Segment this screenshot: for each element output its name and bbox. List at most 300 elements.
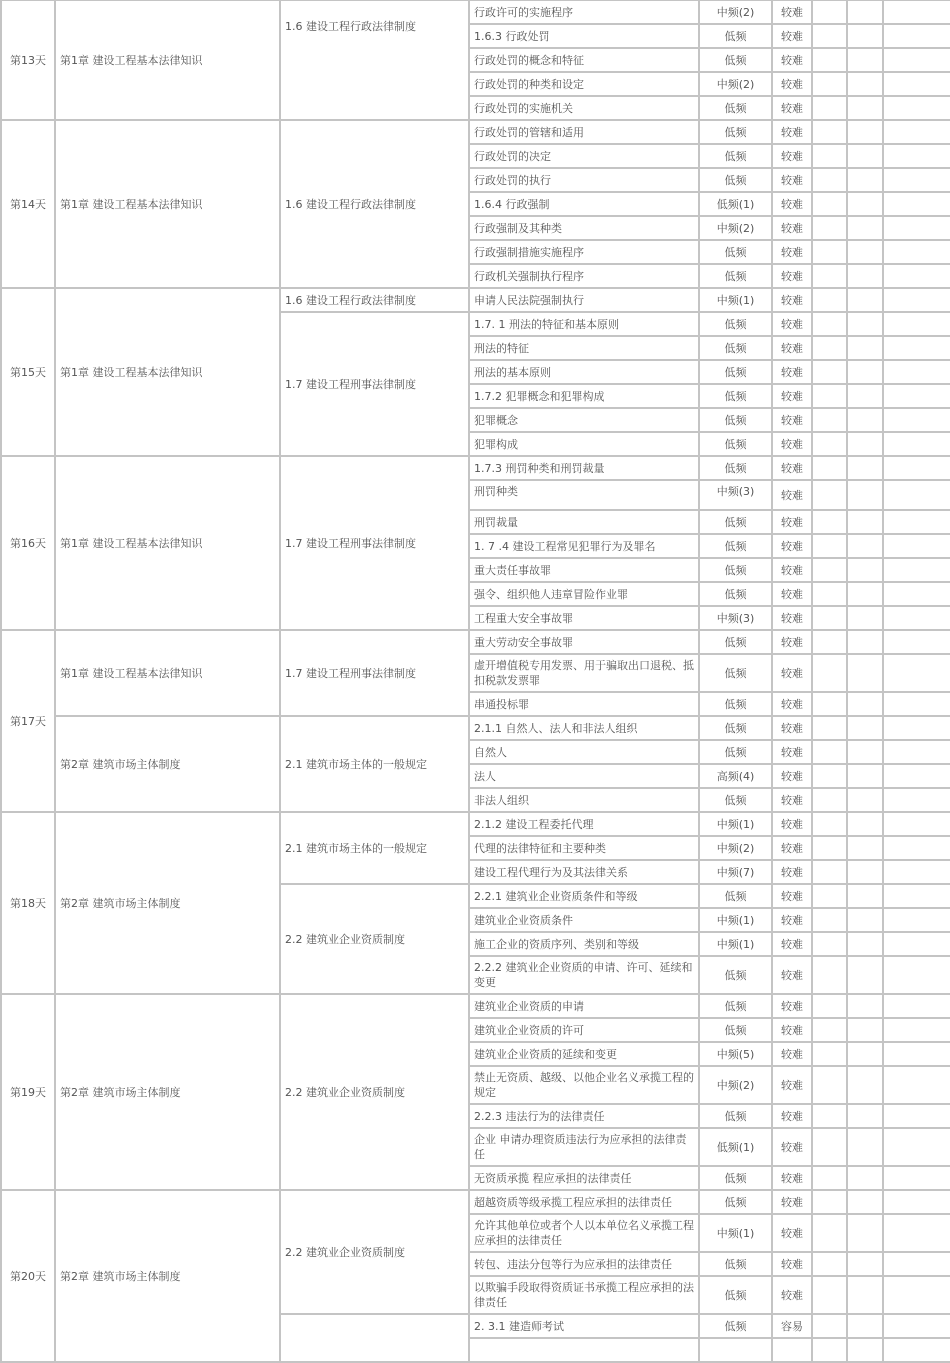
check-cell: [847, 1190, 883, 1214]
check-cell: [812, 836, 847, 860]
check-cell: [812, 1252, 847, 1276]
check-cell: [883, 1104, 950, 1128]
check-cell: [812, 96, 847, 120]
difficulty-cell: 较难: [772, 264, 812, 288]
table-body: [1, 0, 950, 1362]
frequency-cell: 中频(2): [699, 1066, 772, 1104]
frequency-cell: 中频(2): [699, 72, 772, 96]
check-cell: [847, 558, 883, 582]
topic-cell: 行政处罚的实施机关: [469, 96, 699, 120]
frequency-cell: 低频(1): [699, 1128, 772, 1166]
frequency-cell: 低频: [699, 120, 772, 144]
difficulty-cell: 较难: [772, 360, 812, 384]
section-cell: 2.1 建筑市场主体的一般规定: [280, 812, 469, 884]
section-cell: [280, 1314, 469, 1362]
topic-cell: 行政许可的实施程序: [469, 0, 699, 24]
topic-cell: 行政处罚的概念和特征: [469, 48, 699, 72]
check-cell: [847, 72, 883, 96]
difficulty-cell: 较难: [772, 716, 812, 740]
check-cell: [847, 932, 883, 956]
topic-cell: 代理的法律特征和主要种类: [469, 836, 699, 860]
section-cell: 1.6 建设工程行政法律制度: [280, 120, 469, 288]
check-cell: [812, 288, 847, 312]
frequency-cell: 中频(2): [699, 0, 772, 24]
check-cell: [883, 740, 950, 764]
table-row: [1, 716, 950, 740]
frequency-cell: 低频: [699, 312, 772, 336]
check-cell: [812, 994, 847, 1018]
check-cell: [847, 1252, 883, 1276]
difficulty-cell: 较难: [772, 1066, 812, 1104]
topic-cell: 非法人组织: [469, 788, 699, 812]
topic-cell: 刑法的特征: [469, 336, 699, 360]
check-cell: [812, 144, 847, 168]
topic-cell: 行政处罚的决定: [469, 144, 699, 168]
check-cell: [883, 1166, 950, 1190]
topic-cell: 建筑业企业资质条件: [469, 908, 699, 932]
check-cell: [847, 1214, 883, 1252]
topic-cell: 1.6.4 行政强制: [469, 192, 699, 216]
section-cell: 2.2 建筑业企业资质制度: [280, 1190, 469, 1314]
check-cell: [847, 408, 883, 432]
check-cell: [812, 72, 847, 96]
check-cell: [812, 168, 847, 192]
check-cell: [812, 788, 847, 812]
check-cell: [812, 48, 847, 72]
check-cell: [847, 1104, 883, 1128]
frequency-cell: 中频(1): [699, 288, 772, 312]
topic-cell: 串通投标罪: [469, 692, 699, 716]
topic-cell: 2.1.2 建设工程委托代理: [469, 812, 699, 836]
check-cell: [812, 606, 847, 630]
check-cell: [847, 336, 883, 360]
check-cell: [812, 956, 847, 994]
difficulty-cell: 较难: [772, 994, 812, 1018]
frequency-cell: 低频: [699, 408, 772, 432]
frequency-cell: 低频: [699, 1314, 772, 1338]
difficulty-cell: 较难: [772, 240, 812, 264]
check-cell: [812, 582, 847, 606]
chapter-cell: 第1章 建设工程基本法律知识: [55, 456, 280, 630]
check-cell: [847, 240, 883, 264]
difficulty-cell: 较难: [772, 168, 812, 192]
difficulty-cell: 较难: [772, 144, 812, 168]
day-cell: 第17天: [1, 630, 55, 812]
check-cell: [812, 884, 847, 908]
check-cell: [847, 144, 883, 168]
check-cell: [883, 24, 950, 48]
difficulty-cell: 较难: [772, 312, 812, 336]
section-cell: 1.7 建设工程刑事法律制度: [280, 312, 469, 456]
check-cell: [883, 1066, 950, 1104]
check-cell: [883, 192, 950, 216]
topic-cell: 企业 申请办理资质违法行为应承担的法律责任: [469, 1128, 699, 1166]
check-cell: [847, 860, 883, 884]
check-cell: [812, 1190, 847, 1214]
check-cell: [812, 480, 847, 510]
frequency-cell: 低频: [699, 956, 772, 994]
topic-cell: 无资质承揽 程应承担的法律责任: [469, 1166, 699, 1190]
check-cell: [847, 956, 883, 994]
difficulty-cell: 较难: [772, 884, 812, 908]
check-cell: [847, 606, 883, 630]
day-cell: 第15天: [1, 288, 55, 456]
check-cell: [883, 312, 950, 336]
frequency-cell: 中频(1): [699, 932, 772, 956]
difficulty-cell: 较难: [772, 1252, 812, 1276]
check-cell: [883, 1128, 950, 1166]
table-row: [1, 812, 950, 836]
check-cell: [812, 1276, 847, 1314]
check-cell: [847, 192, 883, 216]
check-cell: [883, 534, 950, 558]
difficulty-cell: 较难: [772, 740, 812, 764]
check-cell: [847, 432, 883, 456]
check-cell: [883, 1314, 950, 1338]
difficulty-cell: 较难: [772, 192, 812, 216]
frequency-cell: 中频(5): [699, 1042, 772, 1066]
check-cell: [883, 120, 950, 144]
check-cell: [883, 288, 950, 312]
day-cell: 第18天: [1, 812, 55, 994]
check-cell: [847, 456, 883, 480]
check-cell: [847, 216, 883, 240]
difficulty-cell: 较难: [772, 288, 812, 312]
frequency-cell: 低频: [699, 24, 772, 48]
topic-cell: 申请人民法院强制执行: [469, 288, 699, 312]
check-cell: [812, 812, 847, 836]
check-cell: [883, 582, 950, 606]
frequency-cell: 低频: [699, 168, 772, 192]
chapter-cell: 第1章 建设工程基本法律知识: [55, 630, 280, 716]
check-cell: [847, 312, 883, 336]
check-cell: [883, 716, 950, 740]
topic-cell: 转包、违法分包等行为应承担的法律责任: [469, 1252, 699, 1276]
difficulty-cell: 较难: [772, 96, 812, 120]
check-cell: [883, 1018, 950, 1042]
check-cell: [847, 120, 883, 144]
check-cell: [883, 1252, 950, 1276]
frequency-cell: [699, 1338, 772, 1362]
check-cell: [847, 740, 883, 764]
check-cell: [883, 630, 950, 654]
frequency-cell: 中频(3): [699, 606, 772, 630]
frequency-cell: 低频: [699, 884, 772, 908]
check-cell: [812, 692, 847, 716]
difficulty-cell: 较难: [772, 812, 812, 836]
topic-cell: 犯罪构成: [469, 432, 699, 456]
check-cell: [812, 240, 847, 264]
frequency-cell: 中频(1): [699, 812, 772, 836]
check-cell: [847, 48, 883, 72]
check-cell: [847, 534, 883, 558]
check-cell: [847, 630, 883, 654]
check-cell: [883, 456, 950, 480]
check-cell: [883, 480, 950, 510]
difficulty-cell: 较难: [772, 0, 812, 24]
topic-cell: [469, 1338, 699, 1362]
check-cell: [883, 558, 950, 582]
frequency-cell: 低频: [699, 1190, 772, 1214]
check-cell: [812, 384, 847, 408]
check-cell: [847, 908, 883, 932]
topic-cell: 建筑业企业资质的申请: [469, 994, 699, 1018]
topic-cell: 2.2.1 建筑业企业资质条件和等级: [469, 884, 699, 908]
check-cell: [812, 1018, 847, 1042]
check-cell: [812, 24, 847, 48]
frequency-cell: 低频: [699, 534, 772, 558]
topic-cell: 自然人: [469, 740, 699, 764]
check-cell: [812, 932, 847, 956]
check-cell: [812, 336, 847, 360]
day-cell: 第16天: [1, 456, 55, 630]
check-cell: [847, 716, 883, 740]
frequency-cell: 低频: [699, 384, 772, 408]
check-cell: [847, 384, 883, 408]
difficulty-cell: 较难: [772, 48, 812, 72]
table-row: [1, 288, 950, 312]
check-cell: [847, 582, 883, 606]
check-cell: [847, 1314, 883, 1338]
check-cell: [812, 510, 847, 534]
check-cell: [812, 120, 847, 144]
difficulty-cell: 较难: [772, 582, 812, 606]
difficulty-cell: 较难: [772, 1190, 812, 1214]
difficulty-cell: 较难: [772, 764, 812, 788]
frequency-cell: 高频(4): [699, 764, 772, 788]
difficulty-cell: 较难: [772, 1042, 812, 1066]
check-cell: [883, 264, 950, 288]
frequency-cell: 低频: [699, 582, 772, 606]
check-cell: [883, 836, 950, 860]
frequency-cell: 低频: [699, 240, 772, 264]
frequency-cell: 低频: [699, 48, 772, 72]
topic-cell: 行政强制措施实施程序: [469, 240, 699, 264]
table-row: [1, 456, 950, 480]
check-cell: [812, 312, 847, 336]
topic-cell: 2.2.2 建筑业企业资质的申请、许可、延续和变更: [469, 956, 699, 994]
check-cell: [883, 908, 950, 932]
check-cell: [812, 1066, 847, 1104]
check-cell: [847, 510, 883, 534]
frequency-cell: 低频: [699, 336, 772, 360]
check-cell: [812, 1042, 847, 1066]
check-cell: [883, 884, 950, 908]
chapter-cell: 第2章 建筑市场主体制度: [55, 812, 280, 994]
frequency-cell: 低频(1): [699, 192, 772, 216]
frequency-cell: 低频: [699, 994, 772, 1018]
difficulty-cell: 较难: [772, 72, 812, 96]
topic-cell: 2.2.3 违法行为的法律责任: [469, 1104, 699, 1128]
difficulty-cell: 较难: [772, 558, 812, 582]
topic-cell: 建设工程代理行为及其法律关系: [469, 860, 699, 884]
frequency-cell: 低频: [699, 144, 772, 168]
table-row: [1, 120, 950, 144]
check-cell: [883, 510, 950, 534]
check-cell: [812, 432, 847, 456]
topic-cell: 禁止无资质、越级、以他企业名义承揽工程的规定: [469, 1066, 699, 1104]
check-cell: [812, 764, 847, 788]
check-cell: [812, 860, 847, 884]
section-cell: 1.6 建设工程行政法律制度: [280, 0, 469, 120]
day-cell: 第13天: [1, 0, 55, 120]
topic-cell: 行政强制及其种类: [469, 216, 699, 240]
check-cell: [883, 956, 950, 994]
day-cell: 第14天: [1, 120, 55, 288]
frequency-cell: 低频: [699, 456, 772, 480]
section-cell: 2.2 建筑业企业资质制度: [280, 994, 469, 1190]
topic-cell: 建筑业企业资质的许可: [469, 1018, 699, 1042]
frequency-cell: 中频(2): [699, 216, 772, 240]
check-cell: [883, 692, 950, 716]
check-cell: [883, 144, 950, 168]
difficulty-cell: 较难: [772, 384, 812, 408]
check-cell: [847, 480, 883, 510]
topic-cell: 虚开增值税专用发票、用于骗取出口退税、抵扣税款发票罪: [469, 654, 699, 692]
frequency-cell: 中频(2): [699, 836, 772, 860]
check-cell: [883, 654, 950, 692]
check-cell: [812, 360, 847, 384]
check-cell: [847, 264, 883, 288]
topic-cell: 1.6.3 行政处罚: [469, 24, 699, 48]
frequency-cell: 低频: [699, 360, 772, 384]
check-cell: [883, 994, 950, 1018]
difficulty-cell: 较难: [772, 692, 812, 716]
check-cell: [883, 48, 950, 72]
frequency-cell: 低频: [699, 432, 772, 456]
check-cell: [883, 764, 950, 788]
difficulty-cell: 较难: [772, 408, 812, 432]
check-cell: [812, 740, 847, 764]
check-cell: [883, 1214, 950, 1252]
check-cell: [812, 1214, 847, 1252]
topic-cell: 工程重大安全事故罪: [469, 606, 699, 630]
frequency-cell: 低频: [699, 96, 772, 120]
frequency-cell: 低频: [699, 630, 772, 654]
difficulty-cell: 较难: [772, 606, 812, 630]
check-cell: [883, 216, 950, 240]
chapter-cell: 第2章 建筑市场主体制度: [55, 1190, 280, 1362]
check-cell: [847, 654, 883, 692]
topic-cell: 强令、组织他人违章冒险作业罪: [469, 582, 699, 606]
day-cell: 第19天: [1, 994, 55, 1190]
section-cell: 1.7 建设工程刑事法律制度: [280, 630, 469, 716]
check-cell: [847, 836, 883, 860]
topic-cell: 以欺骗手段取得资质证书承揽工程应承担的法律责任: [469, 1276, 699, 1314]
difficulty-cell: 较难: [772, 456, 812, 480]
check-cell: [883, 168, 950, 192]
topic-cell: 2.1.1 自然人、法人和非法人组织: [469, 716, 699, 740]
difficulty-cell: 较难: [772, 1104, 812, 1128]
frequency-cell: 低频: [699, 654, 772, 692]
topic-cell: 法人: [469, 764, 699, 788]
check-cell: [812, 534, 847, 558]
difficulty-cell: [772, 1338, 812, 1362]
check-cell: [812, 216, 847, 240]
frequency-cell: 中频(1): [699, 908, 772, 932]
check-cell: [812, 1104, 847, 1128]
frequency-cell: 低频: [699, 788, 772, 812]
difficulty-cell: 较难: [772, 1214, 812, 1252]
difficulty-cell: 较难: [772, 788, 812, 812]
check-cell: [812, 558, 847, 582]
difficulty-cell: 较难: [772, 1018, 812, 1042]
topic-cell: 1.7.3 刑罚种类和刑罚裁量: [469, 456, 699, 480]
check-cell: [847, 884, 883, 908]
topic-cell: 施工企业的资质序列、类别和等级: [469, 932, 699, 956]
frequency-cell: 低频: [699, 692, 772, 716]
check-cell: [847, 24, 883, 48]
difficulty-cell: 较难: [772, 1276, 812, 1314]
check-cell: [883, 384, 950, 408]
difficulty-cell: 较难: [772, 534, 812, 558]
check-cell: [883, 0, 950, 24]
topic-cell: 行政机关强制执行程序: [469, 264, 699, 288]
topic-cell: 2. 3.1 建造师考试: [469, 1314, 699, 1338]
day-cell: 第20天: [1, 1190, 55, 1362]
check-cell: [812, 264, 847, 288]
check-cell: [883, 1190, 950, 1214]
difficulty-cell: 较难: [772, 956, 812, 994]
check-cell: [883, 432, 950, 456]
table-row: [1, 1190, 950, 1214]
check-cell: [847, 1276, 883, 1314]
check-cell: [847, 360, 883, 384]
check-cell: [847, 1042, 883, 1066]
check-cell: [812, 1128, 847, 1166]
check-cell: [883, 860, 950, 884]
section-cell: 2.2 建筑业企业资质制度: [280, 884, 469, 994]
check-cell: [847, 812, 883, 836]
check-cell: [847, 1338, 883, 1362]
check-cell: [847, 994, 883, 1018]
chapter-cell: 第2章 建筑市场主体制度: [55, 994, 280, 1190]
check-cell: [847, 788, 883, 812]
frequency-cell: 低频: [699, 264, 772, 288]
difficulty-cell: 较难: [772, 510, 812, 534]
topic-cell: 建筑业企业资质的延续和变更: [469, 1042, 699, 1066]
check-cell: [812, 1338, 847, 1362]
check-cell: [883, 336, 950, 360]
check-cell: [812, 1314, 847, 1338]
difficulty-cell: 较难: [772, 932, 812, 956]
check-cell: [883, 1042, 950, 1066]
check-cell: [883, 72, 950, 96]
chapter-cell: 第2章 建筑市场主体制度: [55, 716, 280, 812]
difficulty-cell: 较难: [772, 120, 812, 144]
topic-cell: 行政处罚的种类和设定: [469, 72, 699, 96]
topic-cell: 重大责任事故罪: [469, 558, 699, 582]
difficulty-cell: 较难: [772, 1166, 812, 1190]
frequency-cell: 中频(3): [699, 480, 772, 510]
frequency-cell: 低频: [699, 510, 772, 534]
check-cell: [883, 1338, 950, 1362]
check-cell: [847, 0, 883, 24]
difficulty-cell: 较难: [772, 860, 812, 884]
topic-cell: 刑法的基本原则: [469, 360, 699, 384]
check-cell: [883, 932, 950, 956]
topic-cell: 1.7.2 犯罪概念和犯罪构成: [469, 384, 699, 408]
topic-cell: 行政处罚的管辖和适用: [469, 120, 699, 144]
difficulty-cell: 较难: [772, 24, 812, 48]
frequency-cell: 低频: [699, 1166, 772, 1190]
check-cell: [883, 1276, 950, 1314]
difficulty-cell: 较难: [772, 480, 812, 510]
topic-cell: 1.7. 1 刑法的特征和基本原则: [469, 312, 699, 336]
check-cell: [847, 1066, 883, 1104]
chapter-cell: 第1章 建设工程基本法律知识: [55, 0, 280, 120]
difficulty-cell: 容易: [772, 1314, 812, 1338]
